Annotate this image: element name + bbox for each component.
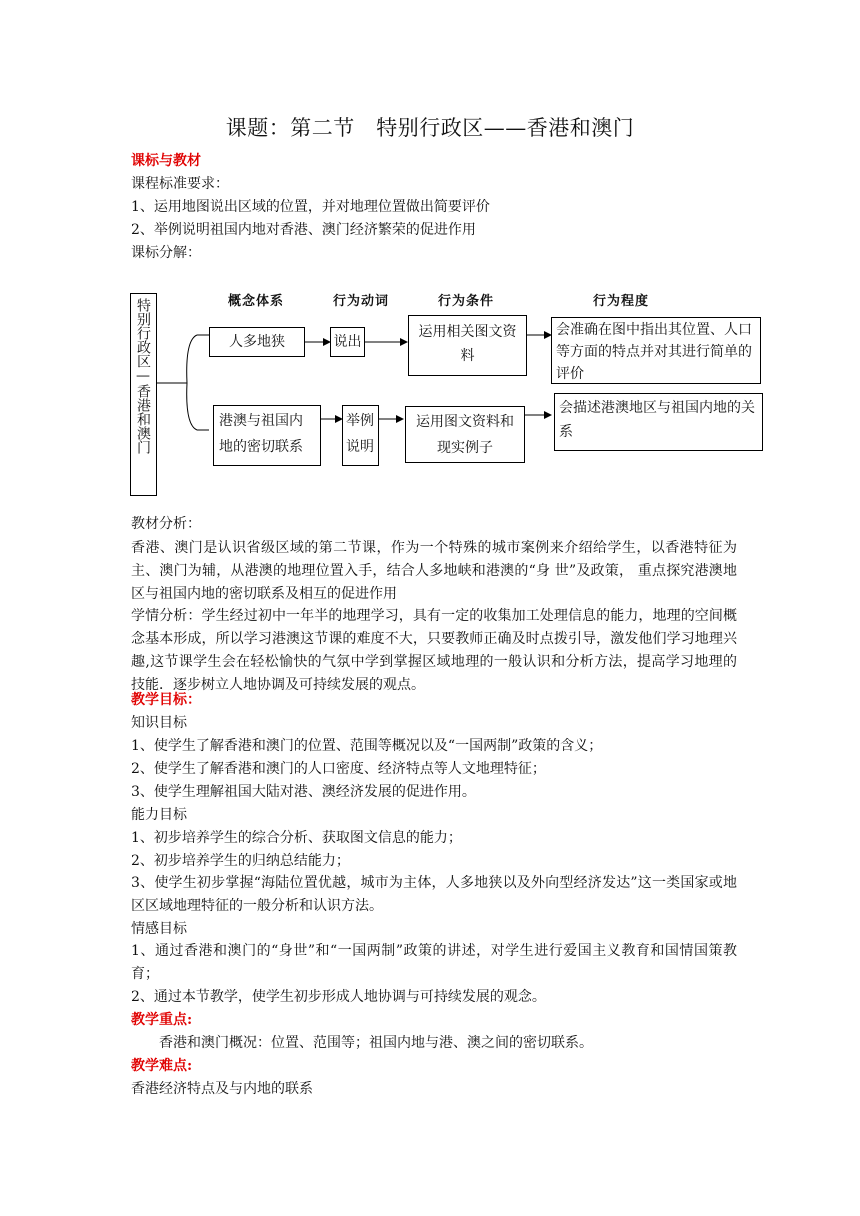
condition-box-1 <box>408 315 527 376</box>
knowledge-objectives-label: 知识目标 <box>131 715 187 731</box>
verb-box-1 <box>330 327 365 357</box>
textbook-analysis-label: 教材分析： <box>131 516 201 532</box>
verb-1-text: 说出 <box>333 334 362 350</box>
root-concept-text: 特别行政区—香港和澳门 <box>135 298 151 454</box>
requirements-label: 课程标准要求： <box>131 176 229 192</box>
section-heading-key-points: 教学重点: <box>131 1012 193 1028</box>
concept-2-text: 港澳与祖国内地的密切联系 <box>219 413 303 455</box>
degree-box-1 <box>551 317 761 384</box>
emotion-objectives-label: 情感目标 <box>131 921 187 937</box>
concept-box-2 <box>213 405 321 466</box>
key-points-text: 香港和澳门概况：位置、范围等；祖国内地与港、澳之间的密切联系。 <box>159 1035 593 1051</box>
header-verb: 行为动词 <box>333 294 390 309</box>
degree-1-text: 会准确在图中指出其位置、人口等方面的特点并对其进行简单的评价 <box>556 322 752 382</box>
student-analysis-text: 学情分析：学生经过初中一年半的地理学习，具有一定的收集加工处理信息的能力，地理的空间概念基本形成，所以学习港澳这节课的难度不大，只要教师正确及时点拨引导，激发他们学习地理兴趣,这节课学生会在轻松愉快的气氛中学到掌握区域地理的一般认识和分析方法，提高学习地理的技能．逐步树立人地协调及可持续发展的观点。 <box>131 608 737 693</box>
requirement-1: 1、运用地图说出区域的位置，并对地理位置做出简要评价 <box>131 199 490 215</box>
section-heading-standards: 课标与教材 <box>131 153 201 169</box>
condition-1-text: 运用相关图文资料 <box>418 324 517 364</box>
emotion-objective-1: 1、通过香港和澳门的“身世”和“一国两制”政策的讲述，对学生进行爱国主义教育和国情国策教育； <box>131 943 737 982</box>
page-title: 课题：第二节 特别行政区——香港和澳门 <box>225 116 635 140</box>
difficulties-text: 香港经济特点及与内地的联系 <box>131 1081 313 1097</box>
verb-2-text: 举例说明 <box>346 413 374 455</box>
ability-objectives-label: 能力目标 <box>131 807 187 823</box>
verb-box-2 <box>342 405 379 466</box>
degree-box-2 <box>554 393 763 451</box>
condition-box-2 <box>405 406 525 463</box>
condition-2-text: 运用图文资料和现实例子 <box>416 414 514 456</box>
knowledge-objective-2: 2、使学生了解香港和澳门的人口密度、经济特点等人文地理特征； <box>131 761 546 777</box>
knowledge-objective-3: 3、使学生理解祖国大陆对港、澳经济发展的促进作用。 <box>131 784 476 800</box>
concept-box-1 <box>209 327 305 357</box>
degree-2-text: 会描述港澳地区与祖国内地的关系 <box>559 400 755 440</box>
concept-1-text: 人多地狭 <box>229 334 285 350</box>
requirement-2: 2、举例说明祖国内地对香港、澳门经济繁荣的促进作用 <box>131 222 476 238</box>
textbook-analysis-text: 香港、澳门是认识省级区域的第二节课，作为一个特殊的城市案例来介绍给学生，以香港特征为主、澳门为辅，从港澳的地理位置入手，结合人多地峡和港澳的“身 世”及政策， 重点探究港澳地区与祖国内地的密切联系及相互的促进作用 <box>131 540 737 602</box>
emotion-objective-2: 2、通过本节教学，使学生初步形成人地协调与可持续发展的观念。 <box>131 989 546 1005</box>
ability-objective-1: 1、初步培养学生的综合分析、获取图文信息的能力； <box>131 830 462 846</box>
section-heading-objectives: 教学目标： <box>131 692 201 708</box>
decomposition-label: 课标分解： <box>131 245 201 261</box>
header-condition: 行为条件 <box>438 294 495 309</box>
root-concept-box <box>130 293 157 496</box>
standards-decomposition-diagram <box>125 285 775 500</box>
ability-objective-2: 2、初步培养学生的归纳总结能力； <box>131 853 350 869</box>
section-heading-difficulties: 教学难点: <box>131 1058 193 1074</box>
header-concept: 概念体系 <box>228 294 285 309</box>
knowledge-objective-1: 1、使学生了解香港和澳门的位置、范围等概况以及“一国两制”政策的含义； <box>131 738 603 754</box>
header-degree: 行为程度 <box>593 294 650 309</box>
ability-objective-3: 3、使学生初步掌握“海陆位置优越，城市为主体，人多地狭以及外向型经济发达”这一类国家或地区区域地理特征的一般分析和认识方法。 <box>131 875 737 914</box>
